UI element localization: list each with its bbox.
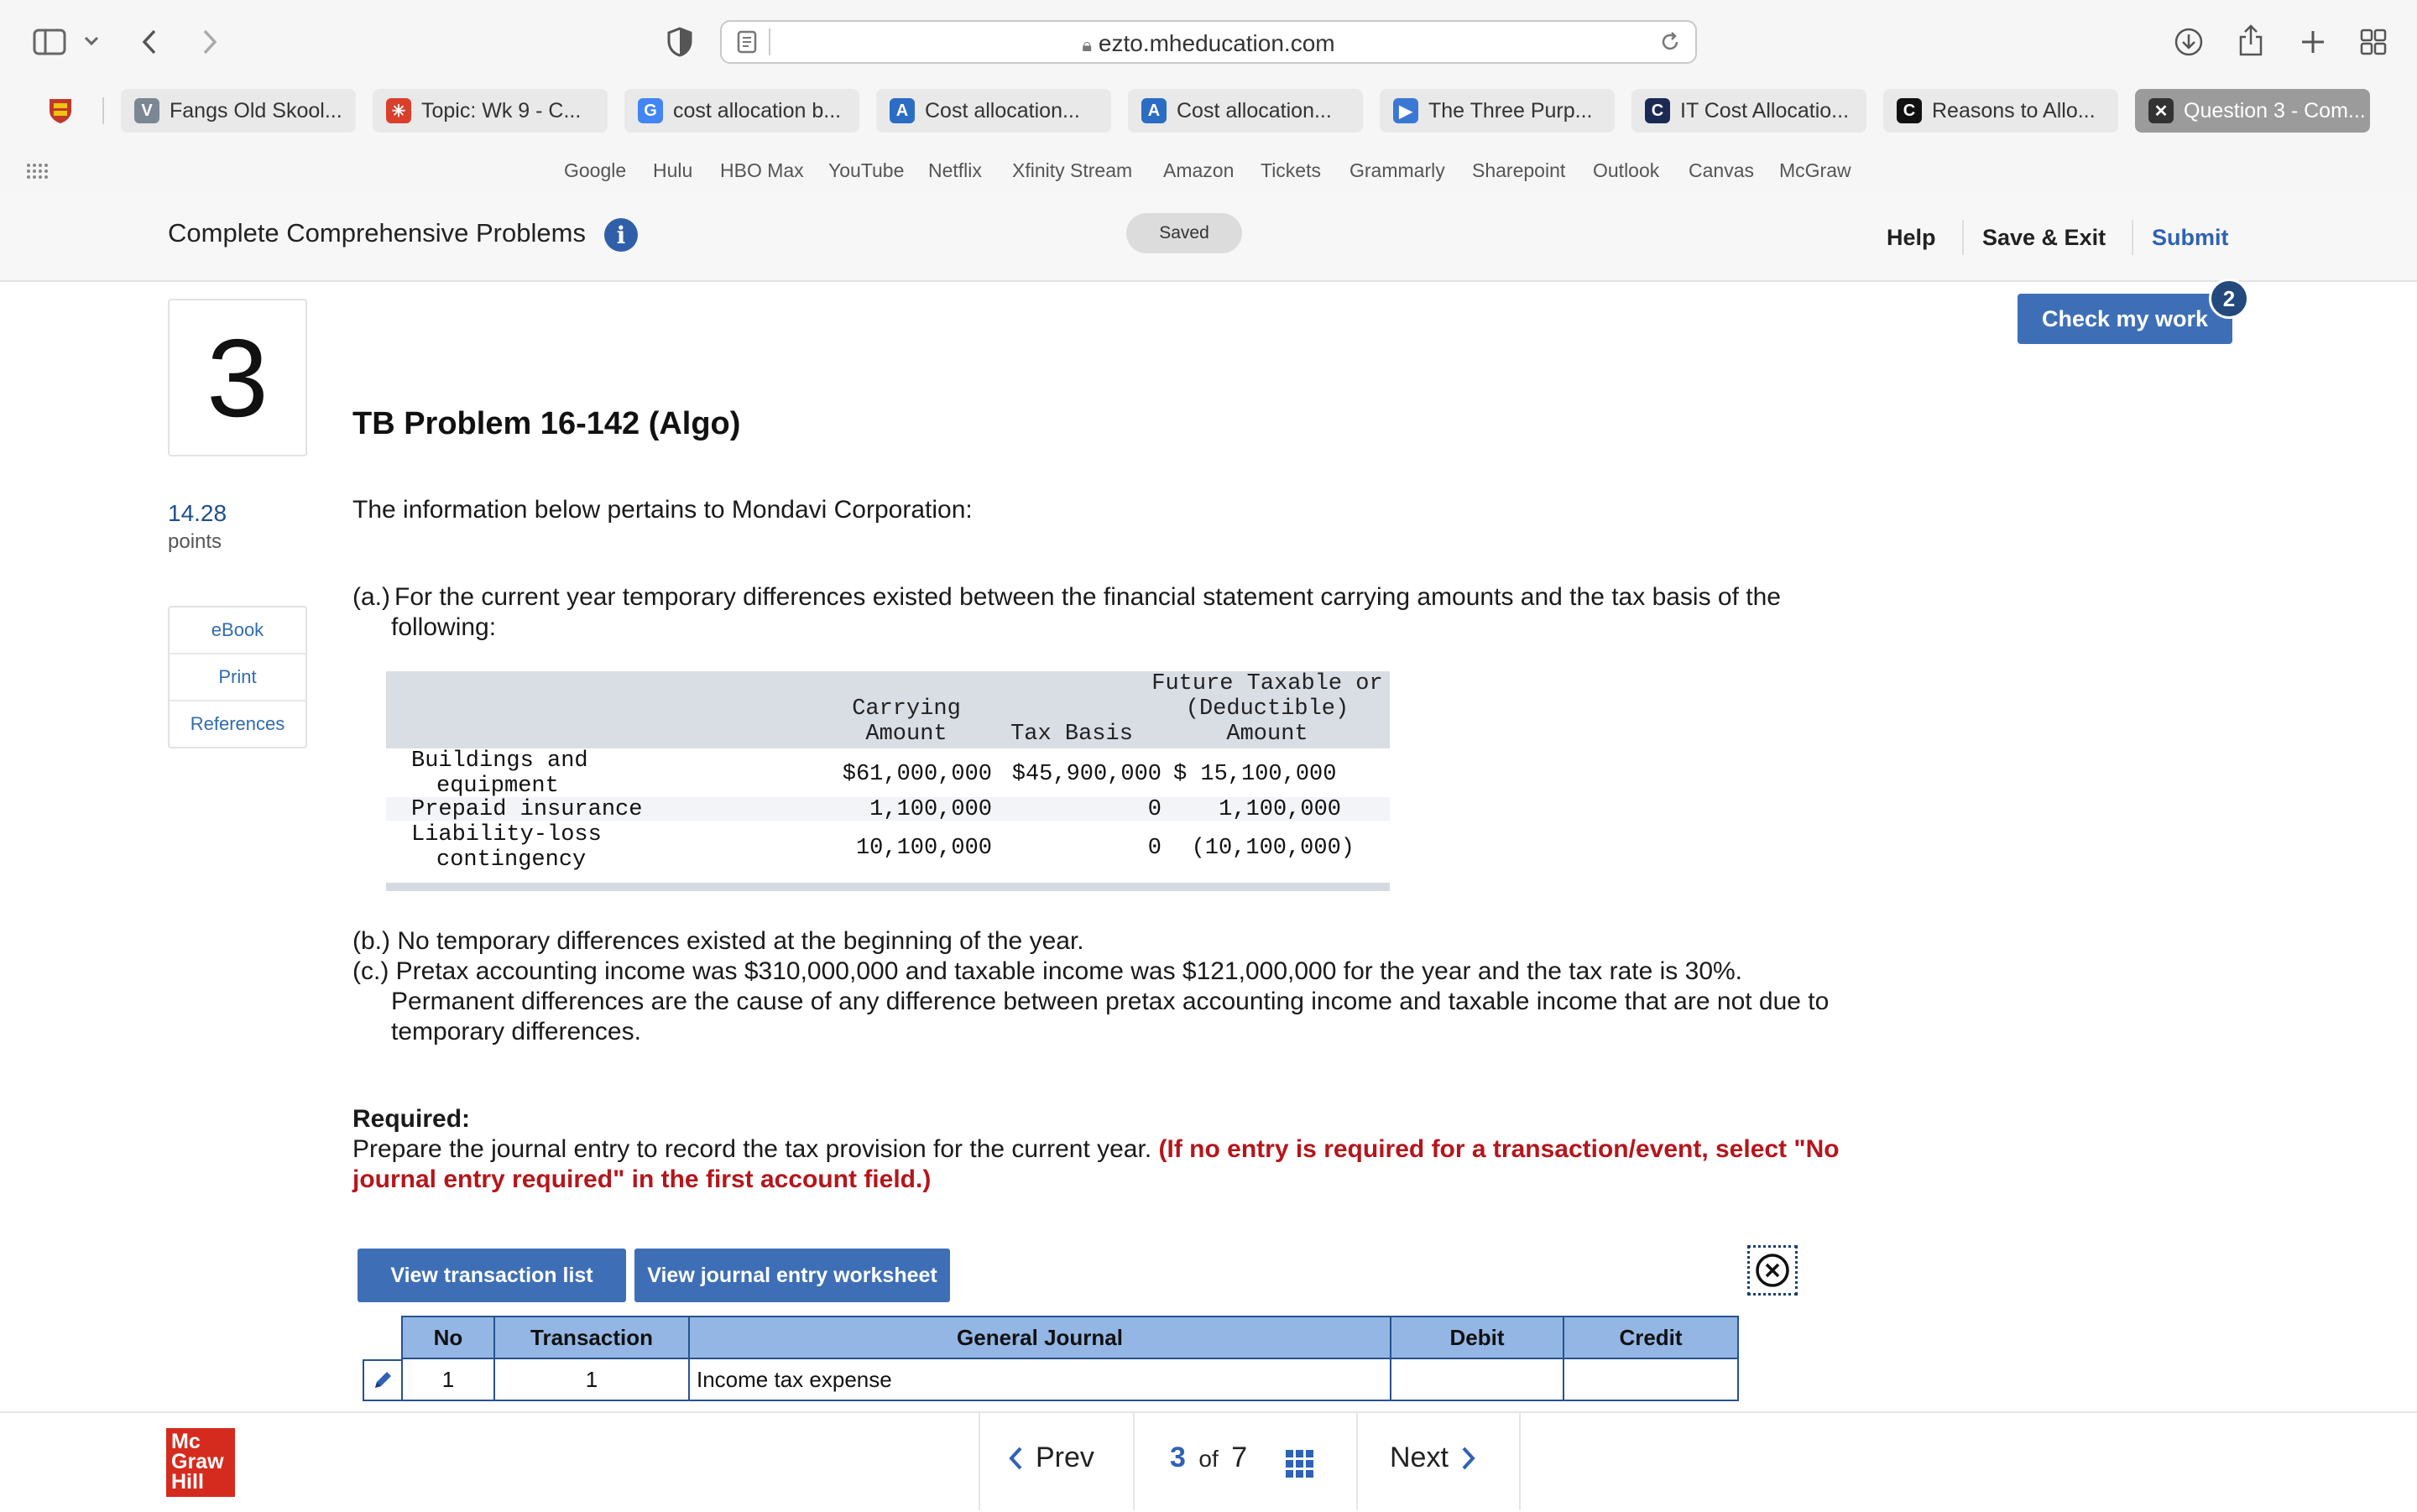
view-transaction-list-button[interactable]: View transaction list: [358, 1249, 626, 1302]
forward-icon[interactable]: [195, 25, 225, 59]
browser-tab[interactable]: [1380, 89, 1615, 133]
browser-tab-label: Cost allocation...: [925, 98, 1080, 123]
play-logo-icon: ▶: [1393, 98, 1418, 123]
save-exit-link[interactable]: Save & Exit: [1982, 225, 2106, 250]
header-carrying: Carrying Amount: [852, 696, 961, 747]
info-icon[interactable]: i: [604, 218, 638, 252]
part-c-text-cont: Permanent differences are the cause of any difference between pretax accounting income and taxable income that are not due to: [391, 988, 1830, 1015]
prev-button[interactable]: Prev: [1007, 1442, 1094, 1474]
part-a-text: For the current year temporary differences existed between the financial statement carrying amounts and the tax basis of the: [394, 583, 1781, 611]
row-future: 1,100,000: [1219, 797, 1341, 822]
bookmark-mcgraw[interactable]: McGraw: [1779, 159, 1851, 181]
header-divider: [2132, 220, 2133, 255]
bookmark-canvas[interactable]: Canvas: [1689, 159, 1754, 181]
chevron-left-icon: [1007, 1446, 1024, 1471]
temporary-differences-table: [386, 671, 1390, 893]
references-link[interactable]: References: [190, 713, 285, 734]
browser-tab[interactable]: [1128, 89, 1363, 133]
assignment-title: Complete Comprehensive Problems: [168, 218, 586, 248]
bookmark-tickets[interactable]: Tickets: [1261, 159, 1321, 181]
question-number: 3: [168, 299, 307, 456]
part-c-text: (c.) Pretax accounting income was $310,000,000 and taxable income was $121,000,000 for the year and the tax rate is 30%.: [352, 957, 1743, 985]
row-tax-basis: 0: [1147, 836, 1162, 861]
shield-icon[interactable]: [663, 25, 697, 59]
nav-divider: [979, 1413, 980, 1510]
row-item: Prepaid insurance: [411, 797, 643, 822]
new-tab-icon[interactable]: [2296, 25, 2330, 59]
close-icon[interactable]: [1747, 1245, 1798, 1296]
journal-header-no: No: [401, 1316, 495, 1359]
required-note-cont: journal entry required" in the first account field.): [352, 1165, 932, 1193]
edit-row-button[interactable]: [363, 1359, 403, 1401]
points-value: 14.28: [168, 500, 227, 526]
tab-overview-icon[interactable]: [2357, 25, 2390, 59]
google-logo-icon: G: [638, 98, 663, 123]
print-link[interactable]: Print: [170, 654, 305, 701]
nav-divider: [1519, 1413, 1521, 1510]
a-logo-icon: A: [890, 98, 915, 123]
browser-tab-label: Reasons to Allo...: [1932, 98, 2096, 123]
browser-tab-label: Fangs Old Skool...: [170, 98, 342, 123]
browser-tab[interactable]: [1883, 89, 2118, 133]
bookmarks-bar: [0, 148, 2417, 191]
part-c-text-cont: temporary differences.: [391, 1018, 641, 1045]
help-link[interactable]: Help: [1887, 225, 1936, 250]
browser-tab[interactable]: [373, 89, 608, 133]
browser-tab[interactable]: [121, 89, 356, 133]
app-header: [0, 191, 2417, 282]
row-carrying: $61,000,000: [842, 762, 992, 787]
view-journal-worksheet-button[interactable]: View journal entry worksheet: [634, 1249, 950, 1302]
journal-debit-field[interactable]: [1390, 1359, 1564, 1401]
browser-tab[interactable]: [876, 89, 1111, 133]
submit-link[interactable]: Submit: [2152, 225, 2229, 250]
journal-header-debit: Debit: [1390, 1316, 1564, 1359]
journal-cell-transaction: 1: [493, 1359, 690, 1401]
browser-tab-label: Topic: Wk 9 - C...: [421, 98, 582, 123]
part-a-label: (a.): [352, 583, 390, 611]
bookmark-youtube[interactable]: YouTube: [828, 159, 905, 181]
next-button[interactable]: Next: [1390, 1442, 1477, 1474]
bookmark-sharepoint[interactable]: Sharepoint: [1472, 159, 1566, 181]
row-future: (10,100,000): [1191, 836, 1355, 861]
share-icon[interactable]: [2234, 22, 2268, 59]
journal-header-transaction: Transaction: [493, 1316, 690, 1359]
chevron-down-icon[interactable]: [81, 30, 102, 52]
row-item: Buildings and: [411, 748, 588, 774]
browser-tab-label: Question 3 - Com...: [2184, 98, 2366, 123]
browser-chrome: [0, 0, 2417, 191]
row-item-cont: equipment: [436, 774, 559, 799]
bookmark-hbo-max[interactable]: HBO Max: [720, 159, 804, 181]
sidebar-toggle-icon[interactable]: [30, 25, 69, 59]
browser-tab-label: Cost allocation...: [1177, 98, 1332, 123]
browser-tab[interactable]: [624, 89, 859, 133]
browser-tab[interactable]: [1631, 89, 1866, 133]
check-my-work-button[interactable]: Check my work: [2018, 294, 2232, 344]
c-logo-icon: C: [1645, 98, 1670, 123]
pencil-icon: [372, 1369, 394, 1391]
nav-divider: [1356, 1413, 1358, 1510]
saved-status-badge: Saved: [1126, 213, 1242, 253]
bookmark-hulu[interactable]: Hulu: [653, 159, 693, 181]
nav-divider: [1133, 1413, 1135, 1510]
v-logo-icon: V: [134, 98, 159, 123]
bookmark-amazon[interactable]: Amazon: [1163, 159, 1235, 181]
total-pages: 7: [1231, 1442, 1248, 1473]
row-item-cont: contingency: [436, 847, 587, 873]
required-note: (If no entry is required for a transaction/event, select "No: [1158, 1135, 1840, 1163]
header-divider: [1962, 220, 1964, 255]
question-grid-icon[interactable]: [1284, 1448, 1316, 1480]
page-indicator: [1170, 1442, 1247, 1474]
problem-title: TB Problem 16-142 (Algo): [352, 406, 741, 441]
row-tax-basis: 0: [1147, 797, 1162, 822]
points-label: points: [168, 530, 222, 553]
reload-icon[interactable]: [1657, 29, 1684, 55]
x-logo-icon: ✕: [2148, 98, 2174, 123]
bookmark-grammarly[interactable]: Grammarly: [1349, 159, 1445, 181]
row-carrying: 10,100,000: [855, 836, 992, 861]
lock-icon: 🔒︎: [1082, 34, 1093, 55]
browser-tab[interactable]: [2135, 89, 2370, 133]
download-icon[interactable]: [2172, 25, 2206, 59]
intro-text: The information below pertains to Mondavi Corporation:: [352, 496, 973, 524]
c-logo-icon: C: [1897, 98, 1922, 123]
header-tax-basis: Tax Basis: [1010, 722, 1133, 747]
journal-header-credit: Credit: [1563, 1316, 1739, 1359]
table-bottom-rule: [386, 883, 1390, 891]
resources-panel: [168, 606, 307, 748]
mcgraw-hill-logo: Mc Graw Hill: [166, 1428, 235, 1497]
a-logo-icon: A: [1141, 98, 1167, 123]
journal-account-field[interactable]: Income tax expense: [688, 1359, 1391, 1401]
check-attempts-badge: 2: [2209, 279, 2249, 319]
bookmark-google[interactable]: Google: [564, 159, 627, 181]
browser-tab-label: The Three Purp...: [1428, 98, 1593, 123]
bookmark-outlook[interactable]: Outlook: [1593, 159, 1660, 181]
journal-credit-field[interactable]: [1563, 1359, 1739, 1401]
bookmark-xfinity-stream[interactable]: Xfinity Stream: [1012, 159, 1133, 181]
journal-header-general-journal: General Journal: [688, 1316, 1391, 1359]
extension-shield-icon[interactable]: [45, 96, 76, 126]
row-future: $ 15,100,000: [1173, 762, 1337, 787]
page-of-label: of: [1198, 1446, 1219, 1472]
chevron-right-icon: [1460, 1446, 1477, 1471]
part-b-text: (b.) No temporary differences existed at the beginning of the year.: [352, 927, 1084, 955]
row-tax-basis: $45,900,000: [1011, 762, 1162, 787]
header-future-amount: Future Taxable or (Deductible) Amount: [1151, 671, 1383, 747]
back-icon[interactable]: [134, 25, 164, 59]
journal-cell-no: 1: [401, 1359, 495, 1401]
browser-tab-label: cost allocation b...: [673, 98, 842, 123]
url-text: 🔒︎ ezto.mheducation.com: [1082, 30, 1335, 56]
required-text: Prepare the journal entry to record the tax provision for the current year. (If no entry is required for a transaction/event, select "No: [352, 1135, 1840, 1163]
address-bar[interactable]: [720, 20, 1697, 64]
browser-tab-label: IT Cost Allocatio...: [1680, 98, 1850, 123]
row-item: Liability-loss: [411, 822, 602, 847]
part-a-text-cont: following:: [391, 613, 497, 641]
row-carrying: 1,100,000: [869, 797, 992, 822]
required-label: Required:: [352, 1105, 471, 1133]
bookmark-netflix[interactable]: Netflix: [928, 159, 982, 181]
current-page: 3: [1170, 1442, 1186, 1473]
asterisk-logo-icon: ✳: [386, 98, 411, 123]
ebook-link[interactable]: eBook: [170, 607, 305, 654]
grid-dots-icon[interactable]: [25, 159, 49, 183]
